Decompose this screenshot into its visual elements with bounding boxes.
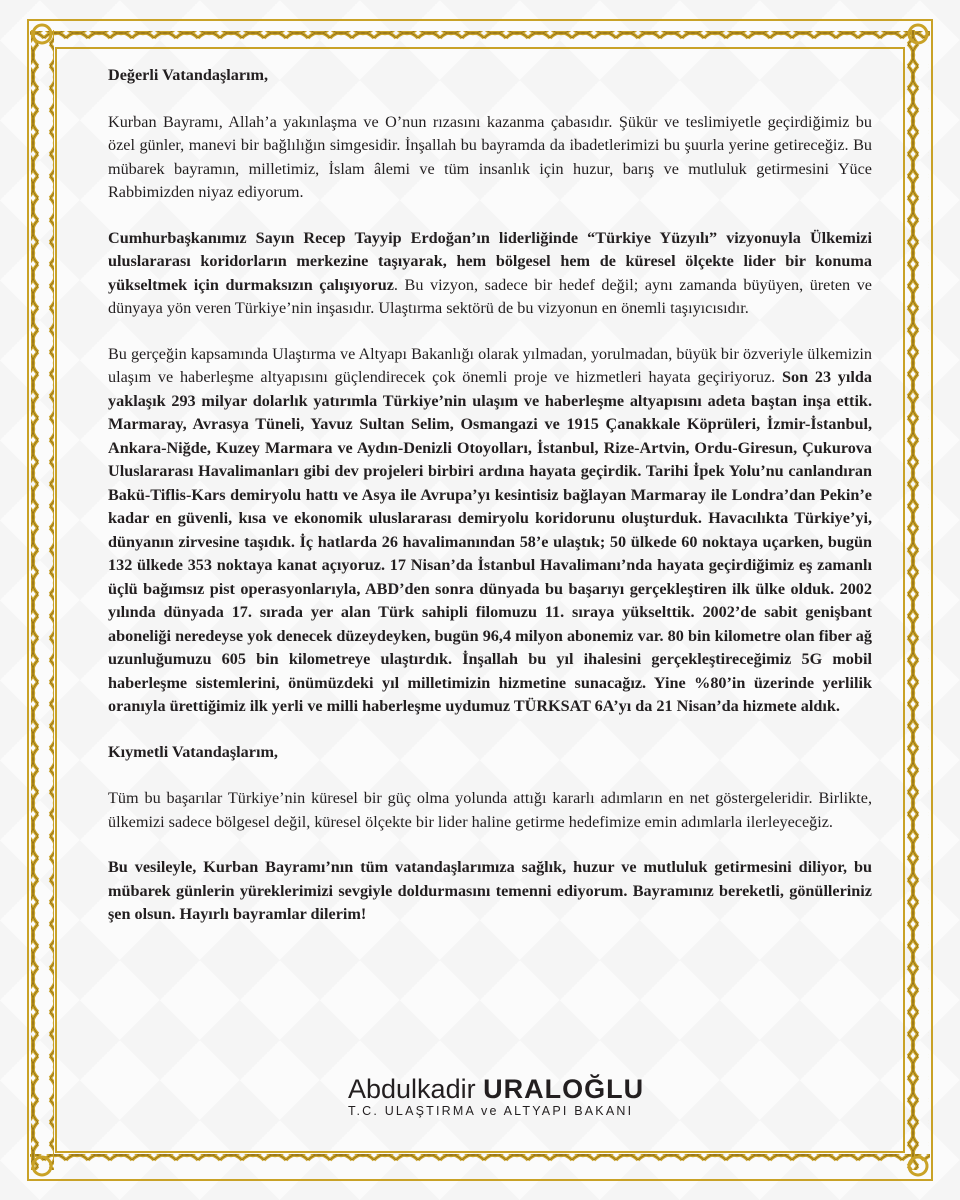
paragraph-5-bold: Bu vesileyle, Kurban Bayramı’nın tüm vatandaşlarımıza sağlık, huzur ve mutluluk getirmesini diliyor, bu mübarek günlerin yüreklerimizi sevgiyle doldurmasını temenni ediyorum. Bayramınız bereketli, gönülleriniz şen olsun. Hayırlı bayramlar dilerim!	[108, 858, 872, 923]
paragraph-4: Tüm bu başarılar Türkiye’nin küresel bir güç olma yolunda attığı kararlı adımların en net göstergeleridir. Birlikte, ülkemizi sadece bölgesel değil, küresel ölçekte bir lider haline getirme hedefimize emin adımlarla ilerleyeceğiz.	[108, 789, 872, 831]
signature-title: T.C. ULAŞTIRMA ve ALTYAPI BAKANI	[348, 1104, 634, 1118]
paragraph-1: Kurban Bayramı, Allah’a yakınlaşma ve O’nun rızasını kazanma çabasıdır. Şükür ve teslimiyetle geçirdiğimiz bu özel günler, manevi bir bağlılığın simgesidir. İnşallah bu bayramda da ibadetlerimizi bu şuurla yerine getireceğiz. Bu mübarek bayramın, milletimiz, İslam âlemi ve tüm insanlık için huzur, barış ve mutluluk getirmesini Yüce Rabbimizden niyaz ediyorum.	[108, 112, 872, 201]
greeting-2: Kıymetli Vatandaşlarım,	[108, 742, 278, 761]
paragraph-2-text: . Bu vizyon, sadece bir hedef değil; aynı zamanda büyüyen, üreten ve dünyaya yön veren Türkiye’nin inşasıdır. Ulaştırma sektörü de bu vizyonun en önemli taşıyıcısıdır.	[108, 275, 872, 317]
paragraph-2	[108, 227, 872, 321]
paragraph-2-bold: Cumhurbaşkanımız Sayın Recep Tayyip Erdoğan’ın liderliğinde “Türkiye Yüzyılı” vizyonuyla Ülkemizi uluslararası koridorların merkezine taşıyarak, hem bölgesel hem de küresel ölçekte lider bir konuma yükseltmek için durmaksızın çalışıyoruz	[108, 228, 872, 294]
greeting: Değerli Vatandaşlarım,	[108, 66, 269, 84]
paragraph-3	[108, 343, 872, 719]
signature-name	[348, 1072, 645, 1106]
signature-last-name: URALOĞLU	[483, 1074, 645, 1104]
paragraph-5	[108, 856, 872, 927]
paragraph-3-text: Bu gerçeğin kapsamında Ulaştırma ve Altyapı Bakanlığı olarak yılmadan, yorulmadan, büyük bir özveriyle ülkemizin ulaşım ve haberleşme altyapısını güçlendirecek çok önemli proje ve hizmetleri hayata geçiriyoruz.	[108, 344, 872, 386]
signature-block	[348, 1072, 645, 1118]
paragraph-3-bold: Son 23 yılda yaklaşık 293 milyar dolarlık yatırımla Türkiye’nin ulaşım ve haberleşme altyapısını adeta baştan inşa ettik. Marmaray, Avrasya Tüneli, Yavuz Sultan Selim, Osmangazi ve 1915 Çanakkale Köprüleri, İzmir-İstanbul, Ankara-Niğde, Kuzey Marmara ve Aydın-Denizli Otoyolları, İstanbul, Rize-Artvin, Ordu-Giresun, Çukurova Uluslararası Havalimanları gibi dev projeleri birbiri ardına hayata geçirdik. Tarihi İpek Yolu’nu canlandıran Bakü-Tiflis-Kars demiryolu hattı ve Asya ile Avrupa’yı kesintisiz bağlayan Marmaray ile Londra’dan Pekin’e kadar en güvenli, kısa ve ekonomik uluslararası demiryolu koridorunu oluşturduk. Havacılıkta Türkiye’yi, dünyanın zirvesine taşıdık. İç hatlarda 26 havalimanından 58’e ulaştık; 50 ülkede 60 noktaya uçarken, bugün 132 ülkede 353 noktaya kanat açıyoruz. 17 Nisan’da İstanbul Havalimanı’nda hayata geçirdiğimiz eş zamanlı üçlü bağımsız pist operasyonlarıyla, ABD’den sonra dünyada bu başarıyı gerçekleştiren ilk ülke olduk. 2002 yılında dünyada 17. sırada yer alan Türk sahipli filomuzu 11. sıraya yükselttik. 2002’de sabit genişbant aboneliği neredeyse yok denecek düzeydeyken, bugün 96,4 milyon abonemiz var. 80 bin kilometre olan fiber ağ uzunluğumuzu 605 bin kilometreye ulaştırdık. İnşallah bu yıl ihalesini gerçekleştireceğimiz 5G mobil haberleşme sistemlerini, önümüzdeki yıl milletimizin hizmetine sunacağız. Yine %80’in üzerinde yerlilik oranıyla ürettiğimiz ilk yerli ve milli haberleşme uydumuz TÜRKSAT 6A’yı da 21 Nisan’da hizmete aldık.	[108, 368, 872, 715]
letter-body	[108, 64, 872, 949]
signature-first-name: Abdulkadir	[348, 1074, 476, 1104]
